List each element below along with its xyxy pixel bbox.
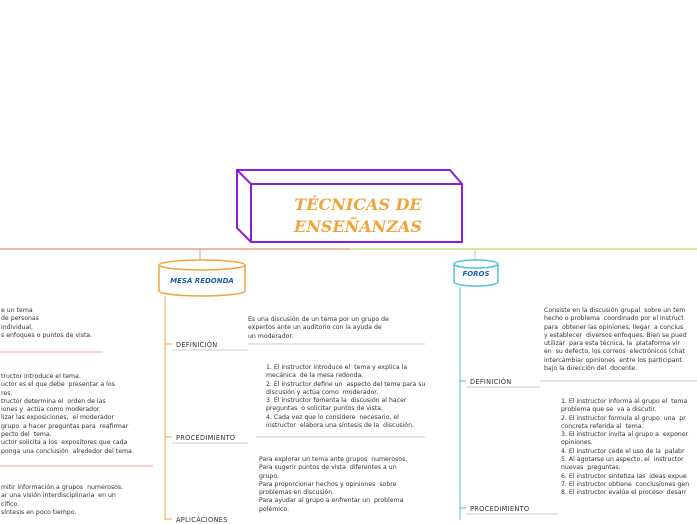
far-left-applications-text: mitir información a grupos numerosos. ar una visión interdisciplinaria en un cífico. síntesis en poco tiempo. <box>1 484 124 516</box>
mesa-redonda-node[interactable]: MESA REDONDA <box>170 277 234 285</box>
mesa-definicion-label[interactable]: DEFINICIÓN <box>176 341 218 349</box>
foros-definicion-label[interactable]: DEFINICIÓN <box>470 378 512 386</box>
mesa-aplicaciones-text: Para explorar un tema ante grupos numerosos. Para sugerir puntos de vista diferentes a un grupo. Para proporcionar hechos y opiniones sobre problemas en discusión. Para ayudar al grupo a enfrentar un problema polémico. <box>259 456 408 513</box>
foros-procedimiento-text: 1. El instructor informa al grupo el tema problema que se va a discutir. 2. El instructor formula al grupo una pr concreta referida al tema. 3. El instructor invita al grupo a exponer opiniones. 4. El instructor cede el uso de la palabr 5. Al agotarse un aspecto, el instructor nuevas preguntas. 6. El instructor sintetiza las ideas expue 7. El instructor obtiene conclusiones gen 8. El instructor evalúa el proceso desarr <box>561 398 690 497</box>
mesa-definicion-text: Es una discusión de un tema por un grupo de expertos ante un auditorio con la ayuda de un moderador. <box>248 316 389 340</box>
mesa-procedimiento-label[interactable]: PROCEDIMIENTO <box>176 434 236 442</box>
foros-definicion-text: Consiste en la discusión grupal sobre un tem hecho o problema coordinado por el instruct para obtener las opiniones, llegar a conclus y establecer diversos enfoques. Bien se pued utilizar para esta técnica, la plataforma vir en su defecto, los correos electrónicos (chat intercambiar opiniones entre los participant bajo la dirección del docente. <box>544 307 687 373</box>
central-title: TÉCNICAS DE ENSEÑANZAS <box>294 195 422 236</box>
mesa-procedimiento-text: 1. El instructor introduce el tema y explica la mecánica de la mesa redonda. 2. El instructor define un aspecto del tema para su discusión y actúa como moderador. 3. El instructor fomenta la discusión al hacer preguntas o solicitar puntos de vista. 4. Cada vez que lo considere necesario, el instructor elabora una síntesis de la discusión. <box>266 364 426 430</box>
foros-procedimiento-label[interactable]: PROCEDIMIENTO <box>470 505 530 513</box>
foros-node[interactable]: FOROS <box>462 270 490 278</box>
mesa-aplicaciones-label[interactable]: APLICACIONES <box>176 516 228 524</box>
far-left-definition-text: e un tema de personas individual, s enfoques o puntos de vista. <box>1 307 93 339</box>
far-left-procedure-text: tructor introduce el tema. uctor es el que debe presentar a los res. tructor determina el orden de las iones y actúa como moderador. lizar las exposiciones, el moderador grupo a hacer preguntas para reafirmar pecto del tema. uctor solicita a los expositores que cada ponga una conclusión alrededor del tema. <box>1 373 134 455</box>
